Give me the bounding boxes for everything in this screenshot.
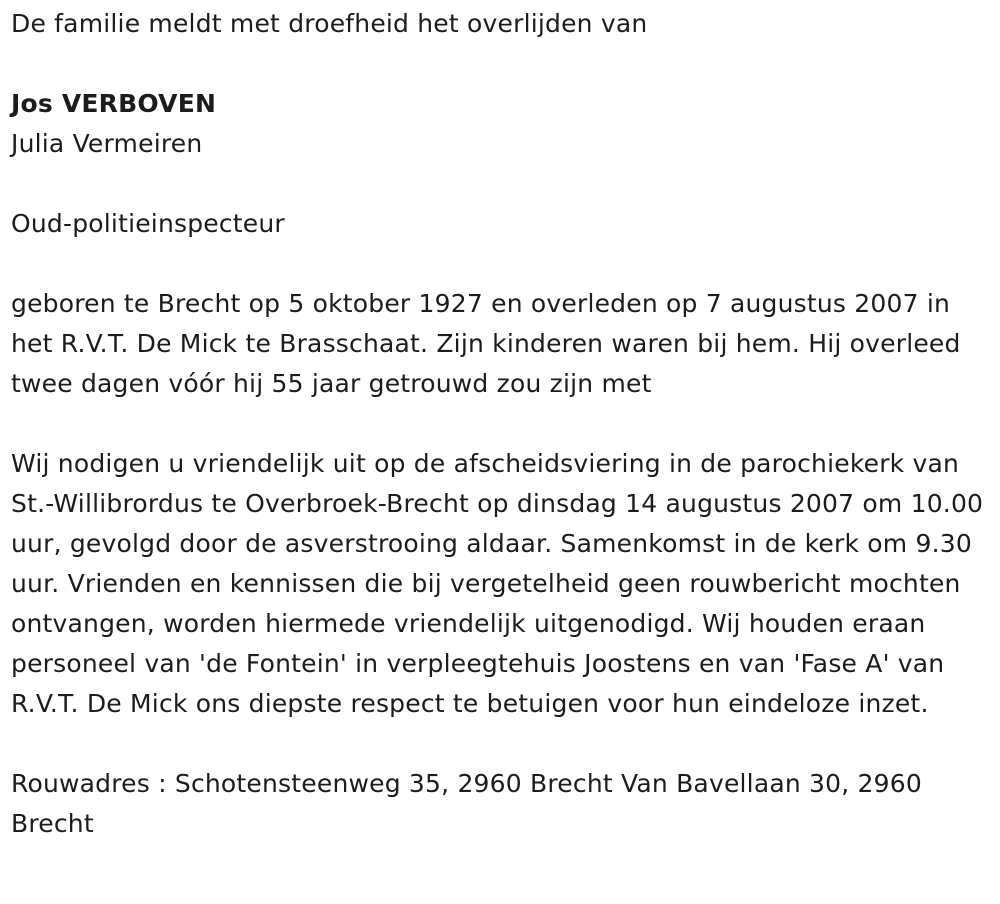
- obituary-document: [11, 4, 991, 844]
- spacer: [11, 44, 991, 84]
- spacer: [11, 724, 991, 764]
- occupation: Oud-politieinspecteur: [11, 209, 285, 238]
- deceased-name: Jos VERBOVEN: [11, 89, 217, 118]
- partner-name: Julia Vermeiren: [11, 129, 203, 158]
- spacer: [11, 244, 991, 284]
- spacer: [11, 404, 991, 444]
- spacer: [11, 164, 991, 204]
- biography-paragraph: geboren te Brecht op 5 oktober 1927 en overleden op 7 augustus 2007 in het R.V.T. De Mick te Brasschaat. Zijn kinderen waren bij hem. Hij overleed twee dagen vóór hij 55 jaar getrouwd zou zijn met: [11, 289, 961, 398]
- invitation-paragraph: Wij nodigen u vriendelijk uit op de afscheidsviering in de parochiekerk van St.-Willibrordus te Overbroek-Brecht op dinsdag 14 augustus 2007 om 10.00 uur, gevolgd door de asverstrooing aldaar. Samenkomst in de kerk om 9.30 uur. Vrienden en kennissen die bij vergetelheid geen rouwbericht mochten ontvangen, worden hiermede vriendelijk uitgenodigd. Wij houden eraan personeel van 'de Fontein' in verpleegtehuis Joostens en van 'Fase A' van R.V.T. De Mick ons diepste respect te betuigen voor hun eindeloze inzet.: [11, 449, 984, 718]
- mourning-address: Rouwadres : Schotensteenweg 35, 2960 Brecht Van Bavellaan 30, 2960 Brecht: [11, 769, 922, 838]
- intro-text: De familie meldt met droefheid het overlijden van: [11, 9, 648, 38]
